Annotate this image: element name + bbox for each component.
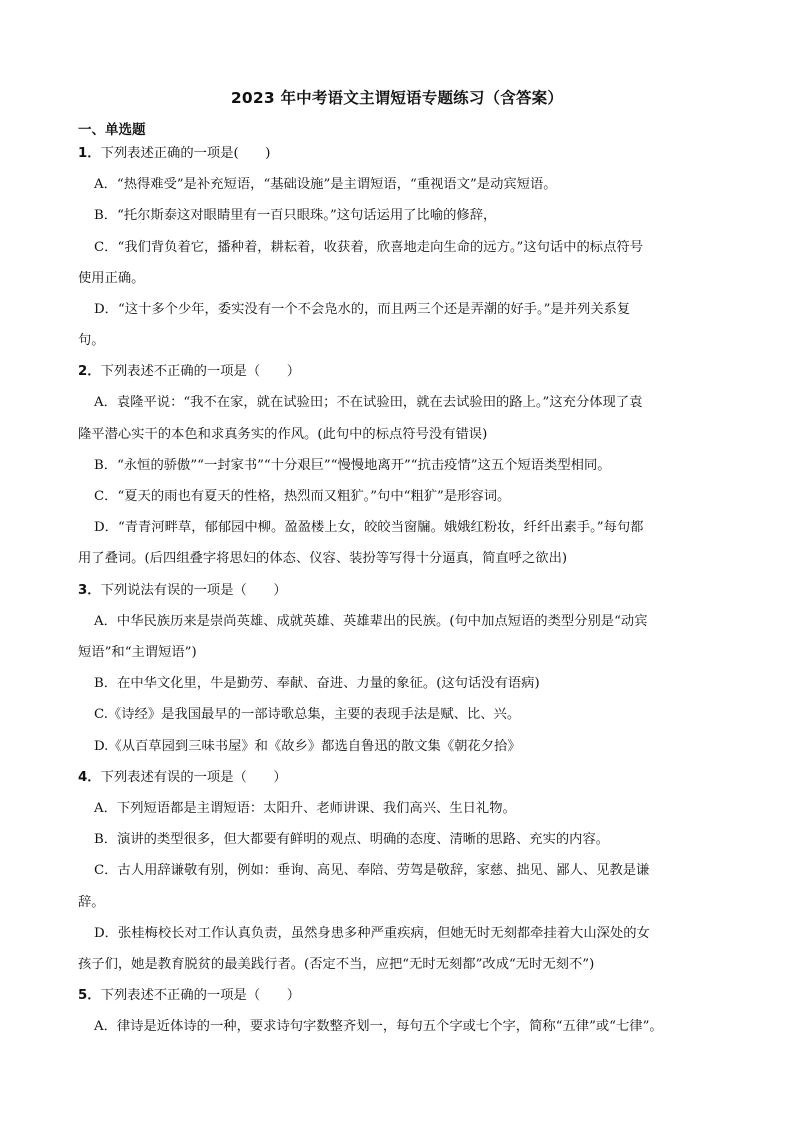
question-2-option-b: B．“永恒的骄傲”“一封家书”“十分艰巨”“慢慢地离开”“抗击疫情”这五个短语类型相同。 <box>94 458 611 473</box>
question-number: 3． <box>78 583 101 598</box>
question-5-stem <box>78 987 300 1005</box>
question-text: 下列表述有误的一项是（ ） <box>100 770 287 785</box>
question-4-option-b: B．演讲的类型很多，但大都要有鲜明的观点、明确的态度、清晰的思路、充实的内容。 <box>94 832 610 847</box>
question-3-option-d: D.《从百草园到三味书屋》和《故乡》都选自鲁迅的散文集《朝花夕拾》 <box>94 739 521 754</box>
question-text: 下列表述不正确的一项是（ ） <box>100 364 301 379</box>
question-1-option-c: C．“我们背负着它，播种着，耕耘着，收获着，欣喜地走向生命的远方。”这句话中的标点符号 <box>94 240 643 255</box>
question-3-option-c: C.《诗经》是我国最早的一部诗歌总集，主要的表现手法是赋、比、兴。 <box>94 707 521 722</box>
question-number: 2． <box>78 364 101 379</box>
question-text: 下列表述不正确的一项是（ ） <box>100 988 301 1003</box>
question-2-option-d-cont: 用了叠词。(后四组叠字将思妇的体态、仪容、装扮等写得十分逼真，简直呼之欲出) <box>78 551 568 566</box>
question-2-option-a-cont: 隆平潜心实干的本色和求真务实的作风。(此句中的标点符号没有错误) <box>78 427 488 442</box>
question-1-option-d: D．“这十多个少年，委实没有一个不会凫水的，而且两三个还是弄潮的好手。”是并列关系复 <box>94 302 631 317</box>
question-1-option-c-cont: 使用正确。 <box>78 271 145 286</box>
question-4-option-c: C．古人用辞谦敬有别，例如：垂询、高见、奉陪、劳驾是敬辞，家慈、拙见、鄙人、见教是谦 <box>94 863 650 878</box>
question-text: 下列说法有误的一项是（ ） <box>100 583 287 598</box>
question-3-option-a-cont: 短语”和“主谓短语”) <box>78 645 197 660</box>
question-2-stem <box>78 363 300 381</box>
question-5-option-a: A．律诗是近体诗的一种，要求诗句字数整齐划一，每句五个字或七个字，简称“五律”或“七律”。 <box>94 1019 663 1034</box>
question-4-option-d: D．张桂梅校长对工作认真负责，虽然身患多种严重疾病，但她无时无刻都牵挂着大山深处的女 <box>94 926 650 941</box>
question-1-option-d-cont: 句。 <box>78 333 105 348</box>
question-1-stem <box>78 145 271 163</box>
question-3-option-b: B．在中华文化里，牛是勤劳、奉献、奋进、力量的象征。(这句话没有语病) <box>94 676 540 691</box>
question-4-option-a: A．下列短语都是主谓短语：太阳升、老师讲课、我们高兴、生日礼物。 <box>94 801 516 816</box>
section-heading: 一、单选题 <box>78 122 146 138</box>
question-1-option-a: A．“热得难受”是补充短语，“基础设施”是主谓短语，“重视语文”是动宾短语。 <box>94 177 557 192</box>
question-4-option-c-cont: 辞。 <box>78 895 105 910</box>
question-3-stem <box>78 582 287 600</box>
question-2-option-d: D．“青青河畔草，郁郁园中柳。盈盈楼上女，皎皎当窗牖。娥娥红粉妆，纤纤出素手。”每句都 <box>94 520 644 535</box>
question-number: 5． <box>78 988 101 1003</box>
question-number: 1． <box>78 146 101 161</box>
question-2-option-c: C．“夏天的雨也有夏天的性格，热烈而又粗犷。”句中“粗犷”是形容词。 <box>94 489 511 504</box>
question-2-option-a: A．袁隆平说：“我不在家，就在试验田；不在试验田，就在去试验田的路上。”这充分体现了袁 <box>94 395 643 410</box>
question-text: 下列表述正确的一项是( ) <box>100 146 271 161</box>
question-4-option-d-cont: 孩子们，她是教育脱贫的最美践行者。(否定不当，应把“无时无刻都”改成“无时无刻不”) <box>78 957 595 972</box>
question-1-option-b: B．“托尔斯泰这对眼睛里有一百只眼珠。”这句话运用了比喻的修辞， <box>94 208 497 223</box>
question-number: 4． <box>78 770 101 785</box>
document-title: 2023 年中考语文主谓短语专题练习（含答案） <box>230 89 564 107</box>
question-4-stem <box>78 769 287 787</box>
question-3-option-a: A．中华民族历来是崇尚英雄、成就英雄、英雄辈出的民族。(句中加点短语的类型分别是“动宾 <box>94 614 648 629</box>
